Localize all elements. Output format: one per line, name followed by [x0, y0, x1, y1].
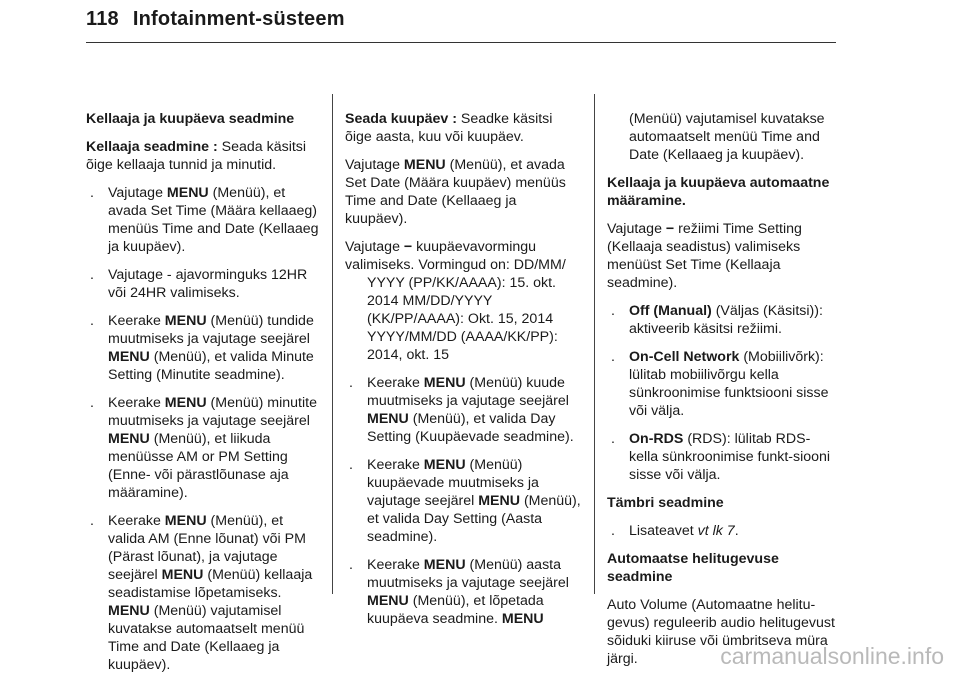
column-3: [607, 110, 839, 678]
column-2: [345, 110, 581, 638]
header-rule: [86, 42, 836, 43]
section-heading-clock-date: Kellaaja ja kuupäeva seadmine: [86, 111, 295, 127]
bullet-icon: .: [90, 267, 94, 283]
paragraph-open-set-date: Vajutage MENU (Menüü), et avada Set Date (Määra kuupäev) menüüs Time and Date (Kellaaeg ja kuupäev).: [345, 157, 566, 227]
list-item: . Vajutage MENU (Menüü), et avada Set Time (Määra kellaaeg) menüüs Time and Date (Kellaaeg ja kuupäev).: [90, 185, 319, 255]
page-reference-link[interactable]: vt lk 7: [697, 523, 735, 539]
chapter-title: Infotainment-süsteem: [132, 8, 345, 30]
bullet-icon: .: [90, 513, 94, 529]
minus-icon: −: [665, 221, 675, 237]
section-heading-auto-volume: Automaatse helitugevuse seadmine: [607, 551, 779, 585]
page-number: 118: [86, 8, 119, 30]
column-1: [86, 110, 324, 684]
paragraph-date-format: Vajutage − kuupäevavormingu valimiseks. Vormingud on: DD/MM/ YYYY (PP/KK/AAAA): 15. okt. 2014 MM/DD/YYYY (KK/PP/AAAA): Okt. 15, 2014 YYYY/MM/DD (AAAA/KK/PP): 2014, okt. 15: [345, 239, 566, 363]
list-item: . Lisateavet vt lk 7.: [611, 523, 739, 539]
paragraph-set-date: Seada kuupäev : Seadke käsitsi õige aasta, kuu või kuupäev.: [345, 111, 553, 145]
bullet-icon: .: [90, 185, 94, 201]
list-item: . Keerake MENU (Menüü) tundide muutmiseks ja vajutage seejärel MENU (Menüü), et valida Minute Setting (Minutite seadmine).: [90, 313, 314, 383]
watermark: carmanualsonline.info: [720, 643, 944, 669]
list-item: . Keerake MENU (Menüü) aasta muutmiseks ja vajutage seejärel MENU (Menüü), et lõpetada kuupäeva seadmine. MENU: [349, 557, 569, 627]
bullet-icon: .: [349, 457, 353, 473]
bullet-icon: .: [349, 375, 353, 391]
list-item: . Vajutage - ajavorminguks 12HR või 24HR valimiseks.: [90, 267, 308, 301]
list-item: . Keerake MENU (Menüü) kuude muutmiseks ja vajutage seejärel MENU (Menüü), et valida Day Setting (Kuupäevade seadmine).: [349, 375, 574, 445]
paragraph-set-clock: Kellaaja seadmine : Seada käsitsi õige kellaaja tunnid ja minutid.: [86, 139, 307, 173]
column-separator-1: [332, 94, 333, 594]
list-item: . Off (Manual) (Väljas (Käsitsi)): aktiveerib käsitsi režiimi.: [611, 303, 823, 337]
bullet-icon: .: [611, 523, 615, 539]
paragraph-auto-volume: Auto Volume (Automaatne helitu-gevus) reguleerib audio helitugevust sõiduki kiiruse või ümbritseva müra järgi.: [607, 597, 835, 667]
minus-icon: −: [403, 239, 413, 255]
section-heading-auto-set: Kellaaja ja kuupäeva automaatne määramine.: [607, 175, 830, 209]
paragraph-continuation: (Menüü) vajutamisel kuvatakse automaatselt menüü Time and Date (Kellaaeg ja kuupäev).: [629, 111, 825, 163]
list-item: . Keerake MENU (Menüü), et valida AM (Enne lõunat) või PM (Pärast lõunat), ja vajutage seejärel MENU (Menüü) kellaaja seadistamise lõpetamiseks. MENU (Menüü) vajutamisel kuvatakse automaatselt menüü Time and Date (Kellaaeg ja kuupäev).: [90, 513, 313, 673]
list-item: . On-RDS (RDS): lülitab RDS-kella sünkroonimise funkt-siooni sisse või välja.: [611, 431, 831, 483]
column-separator-2: [594, 94, 595, 594]
section-heading-tone: Tämbri seadmine: [607, 495, 724, 511]
bullet-icon: .: [611, 349, 615, 365]
bullet-icon: .: [611, 303, 615, 319]
list-item: . Keerake MENU (Menüü) minutite muutmiseks ja vajutage seejärel MENU (Menüü), et liikuda menüüsse AM or PM Setting (Enne- või pärastlõunase aja määramine).: [90, 395, 317, 501]
list-item: . On-Cell Network (Mobiilivõrk): lülitab mobiilivõrgu kella sünkroonimise funktsiooni sisse või välja.: [611, 349, 829, 419]
page-title: [86, 8, 836, 31]
bullet-icon: .: [90, 395, 94, 411]
list-item: . Keerake MENU (Menüü) kuupäevade muutmiseks ja vajutage seejärel MENU (Menüü), et valida Day Setting (Aasta seadmine).: [349, 457, 581, 545]
bullet-icon: .: [90, 313, 94, 329]
paragraph-time-setting: Vajutage − režiimi Time Setting (Kellaaja seadistus) valimiseks menüüst Set Time (Kellaaja seadmine).: [607, 221, 802, 291]
bullet-icon: .: [349, 557, 353, 573]
page-header: [86, 8, 836, 31]
bullet-icon: .: [611, 431, 615, 447]
